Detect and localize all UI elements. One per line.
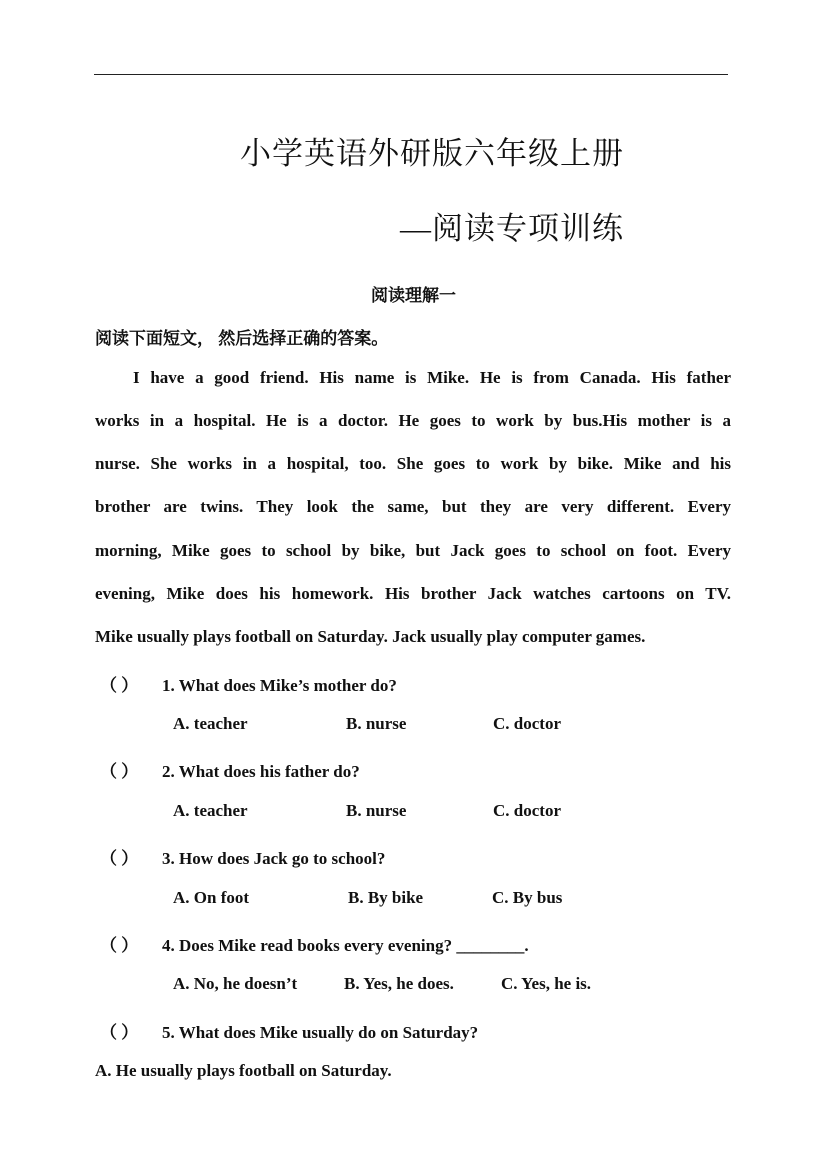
option-c: C. By bus <box>492 888 563 907</box>
option-a: A. teacher <box>173 801 248 820</box>
option-b: B. nurse <box>346 714 407 733</box>
section-heading: 阅读理解一 <box>371 286 456 305</box>
question-text: 3. How does Jack go to school? <box>162 849 386 868</box>
answer-blank[interactable]: （ ） <box>100 1023 139 1042</box>
passage-line: Mike usually plays football on Saturday. Jack usually play computer games. <box>95 627 646 646</box>
option-a: A. No, he doesn’t <box>173 974 298 993</box>
question-text: 1. What does Mike’s mother do? <box>162 676 397 695</box>
passage-line: works in a hospital. He is a doctor. He goes to work by bus.His mother is a <box>95 411 731 430</box>
passage-line: nurse. She works in a hospital, too. She goes to work by bike. Mike and his <box>95 454 731 473</box>
document-title: 小学英语外研版六年级上册 <box>240 136 624 171</box>
header-rule <box>94 74 728 75</box>
question-1 <box>100 671 397 696</box>
instructions: 阅读下面短文， 然后选择正确的答案。 <box>95 329 389 348</box>
document-subtitle: —阅读专项训练 <box>400 211 624 246</box>
option-a: A. teacher <box>173 714 248 733</box>
option-b: B. By bike <box>348 888 424 907</box>
passage-line: brother are twins. They look the same, but they are very different. Every <box>95 497 731 516</box>
option-c: C. doctor <box>493 714 561 733</box>
question-3 <box>100 844 385 869</box>
question-text: 4. Does Mike read books every evening? ________. <box>162 936 529 955</box>
option-c: C. doctor <box>493 801 561 820</box>
answer-blank[interactable]: （ ） <box>100 936 139 955</box>
option-c: C. Yes, he is. <box>501 974 592 993</box>
passage-line: I have a good friend. His name is Mike. He is from Canada. His father <box>133 368 731 387</box>
option-a: A. He usually plays football on Saturday. <box>95 1061 392 1080</box>
answer-blank[interactable]: （ ） <box>100 762 139 781</box>
answer-blank[interactable]: （ ） <box>100 849 139 868</box>
question-5 <box>100 1018 478 1043</box>
question-text: 2. What does his father do? <box>162 762 360 781</box>
passage-line: evening, Mike does his homework. His brother Jack watches cartoons on TV. <box>95 584 731 603</box>
question-text: 5. What does Mike usually do on Saturday? <box>162 1023 479 1042</box>
question-2 <box>100 757 360 782</box>
option-b: B. Yes, he does. <box>344 974 454 993</box>
question-4 <box>100 931 529 956</box>
option-b: B. nurse <box>346 801 407 820</box>
answer-blank[interactable]: （ ） <box>100 676 139 695</box>
passage-line: morning, Mike goes to school by bike, but Jack goes to school on foot. Every <box>95 541 731 560</box>
option-a: A. On foot <box>173 888 250 907</box>
